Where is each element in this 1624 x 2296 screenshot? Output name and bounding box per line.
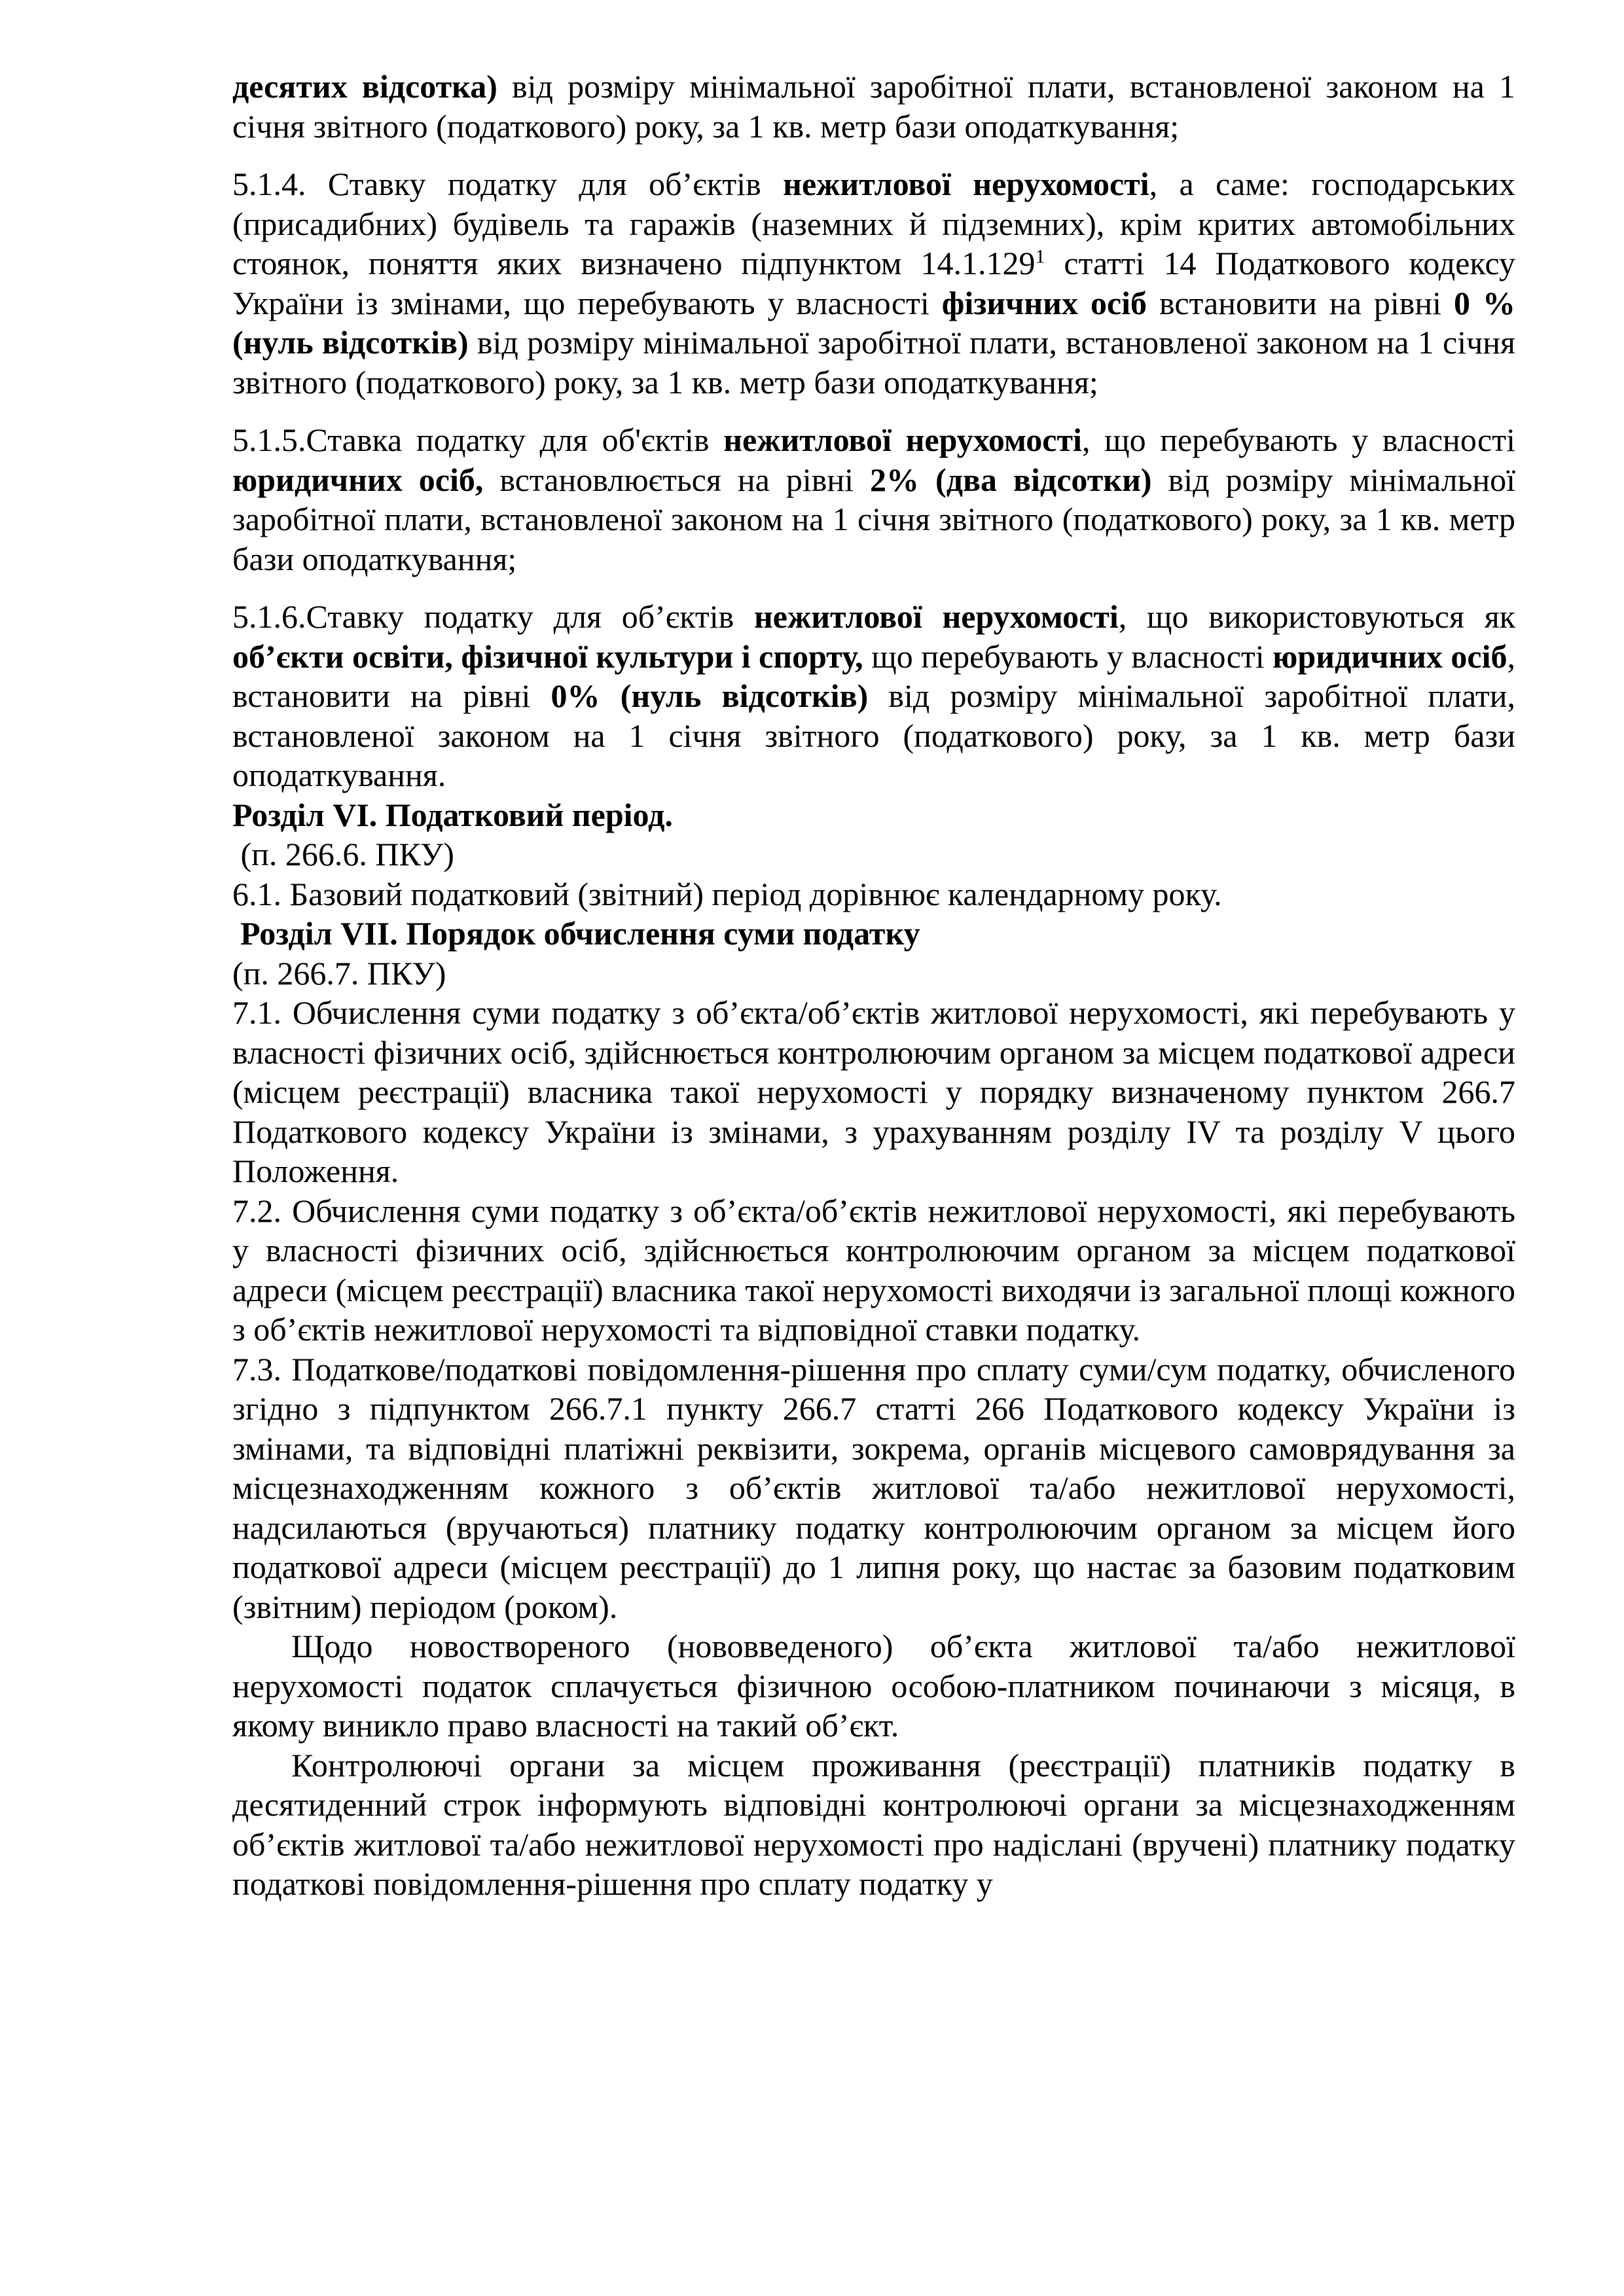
paragraph-7-2: 7.2. Обчислення суми податку з об’єкта/об’єктів нежитлової нерухомості, які перебувають у власності фізичних осіб, здійснюється контролюючим органом за місцем податкової адреси (місцем реєстрації) власника такої нерухомості виходячи із загальної площі кожного з об’єктів нежитлової нерухомості та відповідної ставки податку. (232, 1192, 1515, 1348)
paragraph-rate-continuation: десятих відсотка) від розміру мінімальної заробітної плати, встановленої законом на 1 січня звітного (податкового) року, за 1 кв. метр бази оподаткування; (232, 68, 1515, 145)
paragraph-5-1-5: 5.1.5.Ставка податку для об'єктів нежитлової нерухомості, що перебувають у власності юридичних осіб, встановлюється на рівні 2% (два відсотки) від розміру мінімальної заробітної плати, встановленої законом на 1 січня звітного (податкового) року, за 1 кв. метр бази оподаткування; (232, 422, 1516, 577)
document-body (232, 67, 1515, 1904)
paragraph-5-1-4: 5.1.4. Ставку податку для об’єктів нежитлової нерухомості, а саме: господарських (присадибних) будівель та гаражів (наземних й підземних), крім критих автомобільних стоянок, поняття яких визначено підпунктом 14.1.129$^1$ статті 14 Податкового кодексу України із змінами, що перебувають у власності фізичних осіб встановити на рівні 0 % (нуль відсотків) від розміру мінімальної заробітної плати, встановленої законом на 1 січня звітного (податкового) року, за 1 кв. метр бази оподаткування; (232, 166, 1516, 401)
paragraph-controlling-bodies: Контролюючі органи за місцем проживання (реєстрації) платників податку в десятиденний строк інформують відповідні контролюючі органи за місцезнаходженням об’єктів житлової та/або нежитлової нерухомості про надіслані (вручені) платнику податку податкові повідомлення-рішення про сплату податку у (232, 1746, 1515, 1902)
superscript: 1 (1035, 245, 1045, 268)
paragraph-6-1: 6.1. Базовий податковий (звітний) період дорівнює календарному року. (232, 875, 1222, 912)
section-7-reference: (п. 266.7. ПКУ) (232, 954, 446, 992)
section-7-heading: Розділ VII. Порядок обчислення суми податку (240, 915, 920, 952)
paragraph-5-1-6: 5.1.6.Ставку податку для об’єктів нежитлової нерухомості, що використовуються як об’єкти освіти, фізичної культури і спорту, що перебувають у власності юридичних осіб, встановити на рівні 0% (нуль відсотків) від розміру мінімальної заробітної плати, встановленої законом на 1 січня звітного (податкового) року, за 1 кв. метр бази оподаткування. (232, 598, 1515, 793)
section-6-heading: Розділ VI. Податковий період. (232, 796, 673, 833)
paragraph-7-1: 7.1. Обчислення суми податку з об’єкта/об’єктів житлової нерухомості, які перебувають у власності фізичних осіб, здійснюється контролюючим органом за місцем податкової адреси (місцем реєстрації) власника такої нерухомості у порядку визначеному пунктом 266.7 Податкового кодексу України із змінами, з урахуванням розділу IV та розділу V цього Положення. (232, 994, 1515, 1189)
section-6-reference: (п. 266.6. ПКУ) (232, 836, 454, 872)
paragraph-7-3: 7.3. Податкове/податкові повідомлення-рішення про сплату суми/сум податку, обчисленого згідно з підпунктом 266.7.1 пункту 266.7 статті 266 Податкового кодексу України із змінами, та відповідні платіжні реквізити, зокрема, органів місцевого самоврядування за місцезнаходженням кожного з об’єктів житлової та/або нежитлової нерухомості, надсилаються (вручаються) платнику податку контролюючим органом за місцем його податкової адреси (місцем реєстрації) до 1 липня року, що настає за базовим податковим (звітним) періодом (роком). (232, 1350, 1515, 1625)
paragraph-new-object: Щодо новоствореного (нововведеного) об’єкта житлової та/або нежитлової нерухомості податок сплачується фізичною особою-платником починаючи з місяця, в якому виникло право власності на такий об’єкт. (232, 1628, 1515, 1744)
